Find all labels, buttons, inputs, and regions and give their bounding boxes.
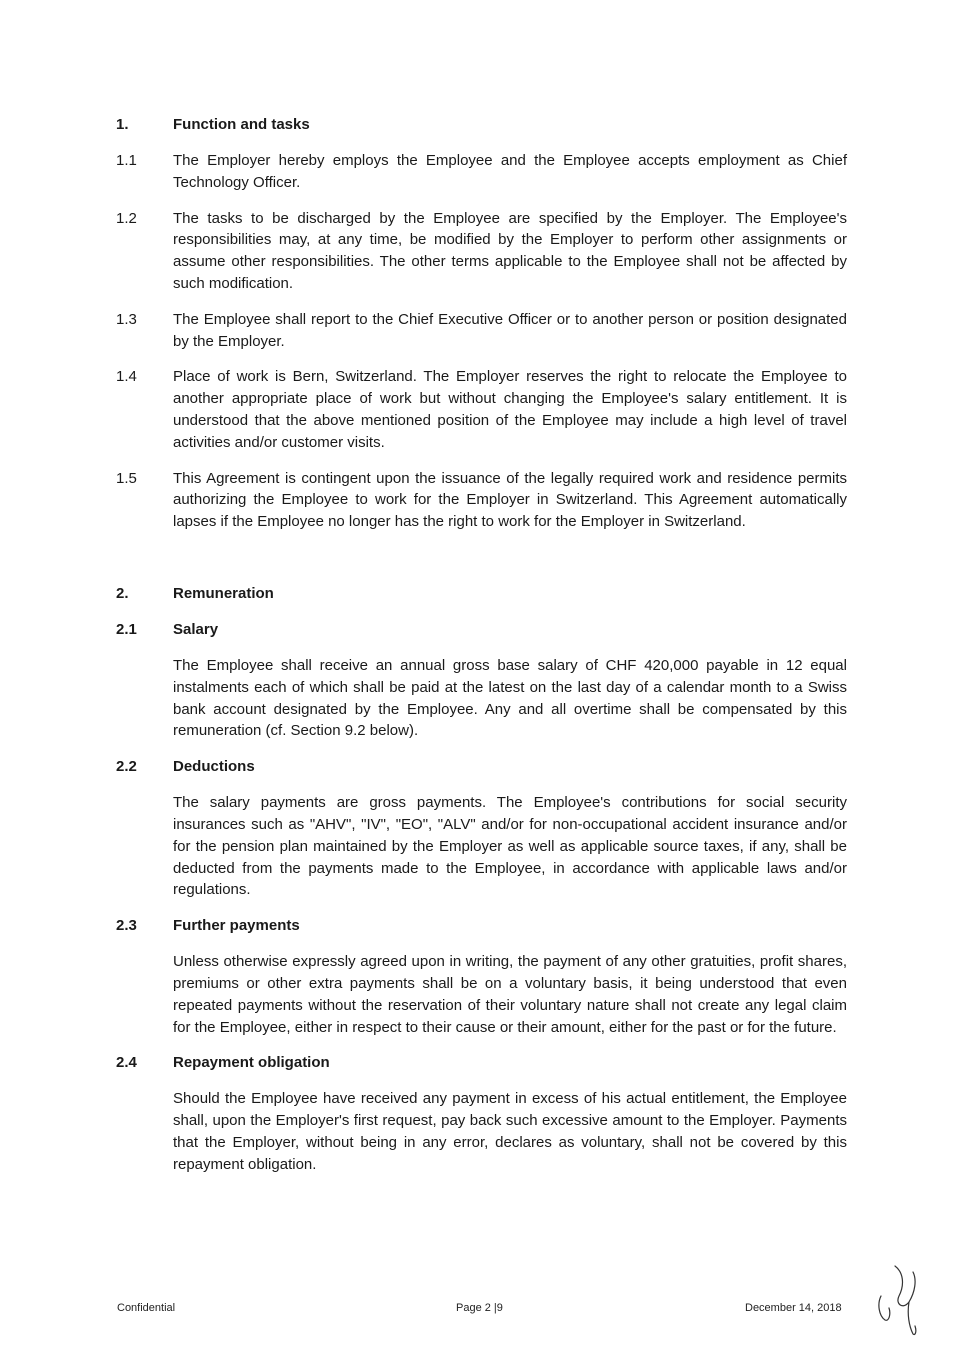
subsection-2-3-text: Unless otherwise expressly agreed upon in writing, the payment of any other gratuities, profit shares, premiums or other extra payments shall be on a voluntary basis, it being understood that even repeated payments without the reservation of their voluntary nature shall not create any legal claim for the Employee, either in respect to their cause or their amount, either for the past or for the future. <box>173 953 847 1036</box>
subsection-number: 2.4 <box>116 1054 137 1072</box>
clause-text: Place of work is Bern, Switzerland. The Employer reserves the right to relocate the Employee to another appropriate place of work but without changing the Employee's salary entitlement. It is understood that the above mentioned position of the Employee may include a high level of travel activities and/or customer visits. <box>173 368 847 451</box>
section-2-heading <box>116 583 847 605</box>
subsection-2-1-heading <box>116 619 847 641</box>
clause-number: 1.5 <box>116 469 137 487</box>
clause-text: This Agreement is contingent upon the issuance of the legally required work and residence permits authorizing the Employee to work for the Employer in Switzerland. This Agreement automatically lapses if the Employee no longer has the right to work for the Employer in Switzerland. <box>173 469 847 531</box>
subsection-title: Salary <box>173 620 219 638</box>
section-number: 2. <box>116 584 129 602</box>
clause-1-2 <box>116 208 847 295</box>
footer-date: December 14, 2018 <box>745 1302 842 1314</box>
subsection-title: Repayment obligation <box>173 1054 330 1072</box>
clause-text: The tasks to be discharged by the Employee are specified by the Employer. The Employee's responsibilities may, at any time, be modified by the Employer to perform other assignments or assume other responsibilities. The other terms applicable to the Employee shall not be affected by such modification. <box>173 209 847 292</box>
section-number: 1. <box>116 116 129 133</box>
subsection-2-1-text: The Employee shall receive an annual gross base salary of CHF 420,000 payable in 12 equal instalments each of which shall be paid at the latest on the last day of a calendar month to a Swiss bank account designated by the Employee. Any and all overtime shall be compensated by this remuneration (cf. Section 9.2 below). <box>173 656 847 740</box>
subsection-2-4-heading <box>116 1052 847 1074</box>
clause-text: The Employee shall report to the Chief Executive Officer or to another person or position designated by the Employer. <box>173 310 847 350</box>
clause-number: 1.2 <box>116 209 137 227</box>
subsection-2-3-heading <box>116 915 847 937</box>
clause-number: 1.3 <box>116 310 137 328</box>
subsection-number: 2.1 <box>116 620 137 638</box>
clause-1-4 <box>116 366 847 453</box>
subsection-2-2-heading <box>116 756 847 778</box>
signature-initials-icon <box>873 1262 925 1338</box>
section-1-heading <box>116 114 847 136</box>
clause-number: 1.4 <box>116 368 137 386</box>
clause-1-5 <box>116 468 847 533</box>
clause-1-3 <box>116 309 847 353</box>
section-title: Function and tasks <box>173 116 310 133</box>
clause-1-1 <box>116 150 847 194</box>
clause-text: The Employer hereby employs the Employee and the Employee accepts employment as Chief Technology Officer. <box>173 152 847 191</box>
document-body <box>116 114 847 1190</box>
footer-page-number: Page 2 |9 <box>456 1302 503 1314</box>
clause-number: 1.1 <box>116 152 137 169</box>
subsection-number: 2.2 <box>116 758 137 776</box>
subsection-number: 2.3 <box>116 917 137 935</box>
footer-confidential: Confidential <box>117 1302 176 1314</box>
section-title: Remuneration <box>173 584 274 602</box>
subsection-title: Deductions <box>173 758 255 776</box>
subsection-title: Further payments <box>173 917 300 935</box>
subsection-2-4-text: Should the Employee have received any payment in excess of his actual entitlement, the Employee shall, upon the Employer's first request, pay back such excessive amount to the Employer. Payments that the Employer, without being in any error, declares as voluntary, shall not be covered by this repayment obligation. <box>173 1090 847 1173</box>
subsection-2-2-text: The salary payments are gross payments. The Employee's contributions for social security insurances such as "AHV", "IV", "EO", "ALV" and/or for non-occupational accident insurance and/or for the pension plan maintained by the Employer as well as applicable source taxes, if any, shall be deducted from the payments made to the Employee, in accordance with applicable laws and/or regulations. <box>173 794 847 899</box>
